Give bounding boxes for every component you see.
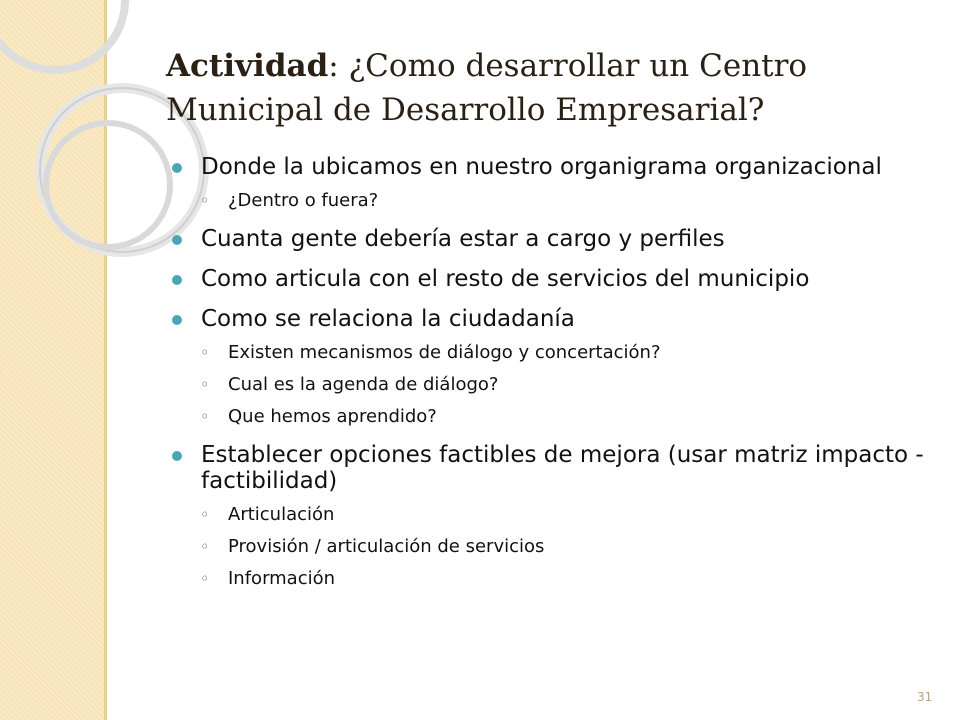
sub-bullet-item: ◦ Cual es la agenda de diálogo? bbox=[166, 374, 926, 396]
title-strong: Actividad bbox=[166, 48, 329, 84]
sub-bullet-item: ◦ Información bbox=[166, 568, 926, 590]
bullet-item: Establecer opciones factibles de mejora (usar matriz impacto - factibilidad) bbox=[166, 442, 926, 494]
bullet-list bbox=[166, 154, 926, 604]
page-number: 31 bbox=[917, 690, 933, 704]
decorative-ring-top bbox=[0, 0, 125, 70]
decorative-ring-inner bbox=[46, 123, 170, 247]
sub-bullet-item: ◦ Articulación bbox=[166, 504, 926, 526]
bullet-item: Como articula con el resto de servicios del municipio bbox=[166, 266, 926, 292]
bullet-item: Como se relaciona la ciudadanía bbox=[166, 306, 926, 332]
sub-bullet-item: ◦ Provisión / articulación de servicios bbox=[166, 536, 926, 558]
slide-title bbox=[166, 44, 926, 132]
title-rest: : ¿Como desarrollar un Centro Municipal de Desarrollo Empresarial? bbox=[166, 48, 808, 128]
bullet-item: Cuanta gente debería estar a cargo y perfiles bbox=[166, 226, 926, 252]
sub-bullet-item: ◦ Que hemos aprendido? bbox=[166, 406, 926, 428]
sub-bullet-item: ◦ ¿Dentro o fuera? bbox=[166, 190, 926, 212]
sub-bullet-item: ◦ Existen mecanismos de diálogo y concertación? bbox=[166, 342, 926, 364]
bullet-item: Donde la ubicamos en nuestro organigrama organizacional bbox=[166, 154, 926, 180]
